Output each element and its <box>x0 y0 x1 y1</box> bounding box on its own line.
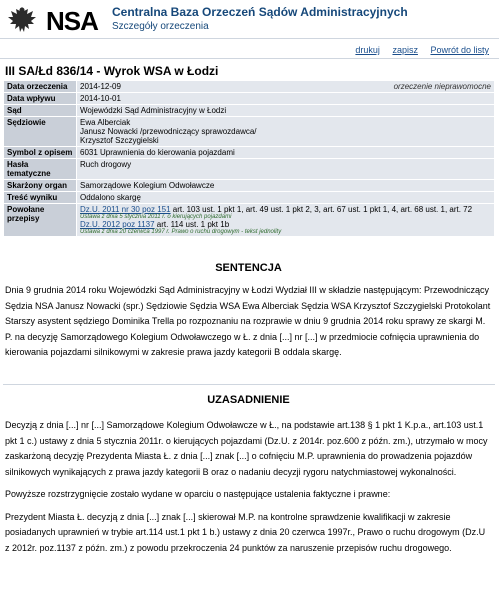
nsa-logo <box>5 4 105 36</box>
uzasadnienie-paragraph: Prezydent Miasta Ł. decyzją z dnia [...] znak [...] skierował M.P. na kontrolne sprawdzenie kwalifikacji w zakresie posiadanych uprawnień w trybie art.114 ust.1 pkt 1 b.) ustawy z dnia 20 czerwca 1997r., Prawo o ruchu drogowym (Dz.U z 2012r. poz.1137 z późn. zm.) z powodu przekroczenia 24 punktów za naruszenie przepisów ruchu drogowego. <box>5 511 486 553</box>
court-label: Sąd <box>4 105 77 117</box>
result-value: Oddalono skargę <box>77 192 495 204</box>
page-header <box>0 0 499 40</box>
law-link[interactable]: Dz.U. 2012 poz 1137 <box>80 220 155 229</box>
topics-label: Hasła tematyczne <box>4 159 77 180</box>
back-to-list-link[interactable]: Powrót do listy <box>430 45 489 55</box>
sentencja-section <box>5 262 492 361</box>
table-row <box>4 93 495 105</box>
table-row <box>4 204 495 237</box>
law-entry <box>80 220 491 229</box>
table-row <box>4 105 495 117</box>
table-row <box>4 81 495 93</box>
table-row <box>4 180 495 192</box>
date-label: Data orzeczenia <box>4 81 77 93</box>
law-link[interactable]: Dz.U. 2011 nr 30 poz 151 <box>80 205 171 214</box>
eagle-emblem-icon <box>5 4 39 36</box>
date-value: 2014-12-09 <box>80 82 121 91</box>
law-note: Ustawa z dnia 5 stycznia 2011 r. o kierujących pojazdami <box>80 214 232 220</box>
intake-value: 2014-10-01 <box>77 93 495 105</box>
site-subtitle: Szczegóły orzeczenia <box>112 21 209 32</box>
metadata-table <box>3 80 495 237</box>
judge-name: Janusz Nowacki /przewodniczący sprawozdawca/ <box>80 127 257 136</box>
result-label: Treść wyniku <box>4 192 77 204</box>
uzasadnienie-heading: UZASADNIENIE <box>207 394 290 406</box>
law-articles: art. 114 ust. 1 pkt 1b <box>154 220 230 229</box>
sentencja-text: Dnia 9 grudnia 2014 roku Wojewódzki Sąd Administracyjny w Łodzi Wydział III w składzie następującym: Przewodniczący Sędzia NSA Janusz Nowacki (spr.) Sędziowie Sędzia WSA Ewa Alberciak Sędzia WSA Krzysztof Szczygielski Protokolant Starszy asystent sędziego Dominika Trella po rozpoznaniu na rozprawie w dniu 9 grudnia 2014 roku sprawy ze skargi M. P. na decyzję Samorządowego Kolegium Odwoławczego w Ł. z dnia [...] nr [...] w przedmiocie cofnięcia uprawnienia do kierowania pojazdami silnikowymi w zakresie prawa jazdy kategorii B oddala skargę. <box>5 285 491 357</box>
uzasadnienie-paragraph: Decyzją z dnia [...] nr [...] Samorządowe Kolegium Odwoławcze w Ł., na podstawie art.138 § 1 pkt 1 K.p.a., art.103 ust.1 pkt 1 c.) ustawy z dnia 5 stycznia 2011r. o kierujących pojazdami (Dz.U. z 2014r. poz.600 z późn. zm.), utrzymało w mocy zaskarżoną decyzję Prezydenta Miasta Ł. z dnia [...] znak [...] o cofnięciu M.P. uprawnienia do prowadzenia pojazdów silnikowych wynikających z prawa jazdy kategorii B oraz o nadaniu decyzji rygoru natychmiastowej wykonalności. <box>5 420 488 477</box>
judge-name: Ewa Alberciak <box>80 118 131 127</box>
header-divider <box>0 38 499 39</box>
date-cell <box>77 81 495 93</box>
intake-label: Data wpływu <box>4 93 77 105</box>
topics-value: Ruch drogowy <box>77 159 495 180</box>
laws-label: Powołane przepisy <box>4 204 77 237</box>
judges-cell <box>77 117 495 147</box>
uzasadnienie-paragraph: Powyższe rozstrzygnięcie zostało wydane w oparciu o następujące ustalenia faktyczne i prawne: <box>5 489 391 499</box>
symbol-value: 6031 Uprawnienia do kierowania pojazdami <box>77 147 495 159</box>
authority-value: Samorządowe Kolegium Odwoławcze <box>77 180 495 192</box>
law-entry <box>80 205 491 214</box>
law-note: Ustawa z dnia 20 czerwca 1997 r. Prawo o ruchu drogowym - tekst jednolity <box>80 229 282 235</box>
date-status: orzeczenie nieprawomocne <box>393 82 491 91</box>
symbol-label: Symbol z opisem <box>4 147 77 159</box>
authority-label: Skarżony organ <box>4 180 77 192</box>
table-row <box>4 117 495 147</box>
section-divider <box>3 384 495 385</box>
judges-label: Sędziowie <box>4 117 77 147</box>
table-row <box>4 159 495 180</box>
action-links <box>345 45 489 55</box>
sentencja-heading: SENTENCJA <box>215 262 282 274</box>
logo-text: NSA <box>46 6 98 36</box>
actions-divider <box>0 58 499 59</box>
document-title: III SA/Łd 836/14 - Wyrok WSA w Łodzi <box>5 64 219 78</box>
table-row <box>4 192 495 204</box>
site-title: Centralna Baza Orzeczeń Sądów Administracyjnych <box>112 5 408 19</box>
print-link[interactable]: drukuj <box>355 45 380 55</box>
save-link[interactable]: zapisz <box>392 45 418 55</box>
law-articles: art. 103 ust. 1 pkt 1, art. 49 ust. 1 pkt 2, 3, art. 67 ust. 1 pkt 1, 4, art. 68 ust. 1, art. 72 <box>170 205 473 214</box>
judge-name: Krzysztof Szczygielski <box>80 136 159 145</box>
laws-cell <box>77 204 495 237</box>
court-value: Wojewódzki Sąd Administracyjny w Łodzi <box>77 105 495 117</box>
uzasadnienie-section <box>5 394 492 556</box>
table-row <box>4 147 495 159</box>
